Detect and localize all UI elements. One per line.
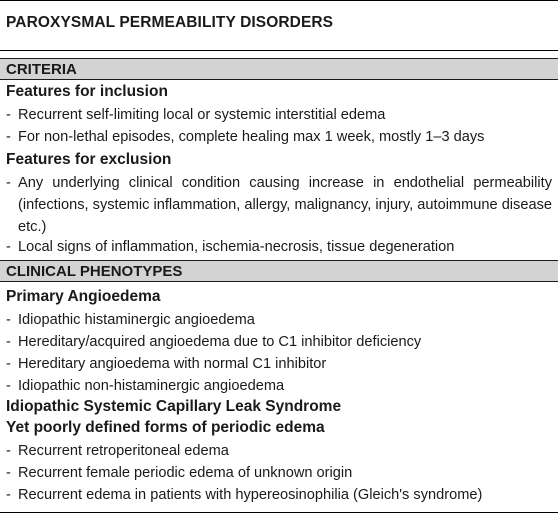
list-item xyxy=(6,440,552,462)
list-item-text: Recurrent edema in patients with hypereosinophilia (Gleich's syndrome) xyxy=(18,487,483,503)
inclusion-heading: Features for inclusion xyxy=(6,83,168,100)
list-item xyxy=(6,236,552,258)
bullet-dash: - xyxy=(6,129,11,145)
bullet-dash: - xyxy=(6,107,11,123)
list-item xyxy=(6,104,552,126)
list-item-text: Local signs of inflammation, ischemia-necrosis, tissue degeneration xyxy=(18,239,455,255)
list-item-text: Any underlying clinical condition causing increase in endothelial permeability (infections, systemic inflammation, allergy, malignancy, injury, autoimmune disease etc.) xyxy=(18,175,552,235)
list-item-text: Recurrent retroperitoneal edema xyxy=(18,443,229,459)
list-item-text: Idiopathic histaminergic angioedema xyxy=(18,312,255,328)
list-item-text: For non-lethal episodes, complete healing max 1 week, mostly 1–3 days xyxy=(18,129,485,145)
table-title: PAROXYSMAL PERMEABILITY DISORDERS xyxy=(6,14,334,31)
title-divider xyxy=(0,50,558,51)
list-item xyxy=(6,331,552,353)
table-top-rule xyxy=(0,0,558,1)
bullet-dash: - xyxy=(6,443,11,459)
list-item-text: Recurrent self-limiting local or systemic interstitial edema xyxy=(18,107,386,123)
list-item-text: Idiopathic non-histaminergic angioedema xyxy=(18,378,285,394)
exclusion-heading: Features for exclusion xyxy=(6,151,172,168)
section-phenotypes-label: CLINICAL PHENOTYPES xyxy=(6,263,183,280)
list-item xyxy=(6,172,552,238)
list-item xyxy=(6,484,552,506)
list-item xyxy=(6,462,552,484)
bullet-dash: - xyxy=(6,378,11,394)
section-criteria-bar xyxy=(0,58,558,80)
bullet-dash: - xyxy=(6,356,11,372)
bullet-dash: - xyxy=(6,312,11,328)
list-item-text: Hereditary/acquired angioedema due to C1 inhibitor deficiency xyxy=(18,334,422,350)
section-criteria-label: CRITERIA xyxy=(6,61,77,78)
list-item xyxy=(6,126,552,148)
capillary-leak-heading: Idiopathic Systemic Capillary Leak Syndrome xyxy=(6,398,342,415)
section-phenotypes-bar xyxy=(0,260,558,282)
bullet-dash: - xyxy=(6,239,11,255)
bullet-dash: - xyxy=(6,334,11,350)
primary-angioedema-heading: Primary Angioedema xyxy=(6,288,161,305)
list-item-text: Recurrent female periodic edema of unknown origin xyxy=(18,465,353,481)
bullet-dash: - xyxy=(6,465,11,481)
list-item xyxy=(6,375,552,397)
list-item-text: Hereditary angioedema with normal C1 inhibitor xyxy=(18,356,327,372)
table-bottom-rule xyxy=(0,512,558,513)
list-item xyxy=(6,309,552,331)
bullet-dash: - xyxy=(6,175,11,191)
list-item xyxy=(6,353,552,375)
bullet-dash: - xyxy=(6,487,11,503)
periodic-edema-heading: Yet poorly defined forms of periodic edema xyxy=(6,419,325,436)
